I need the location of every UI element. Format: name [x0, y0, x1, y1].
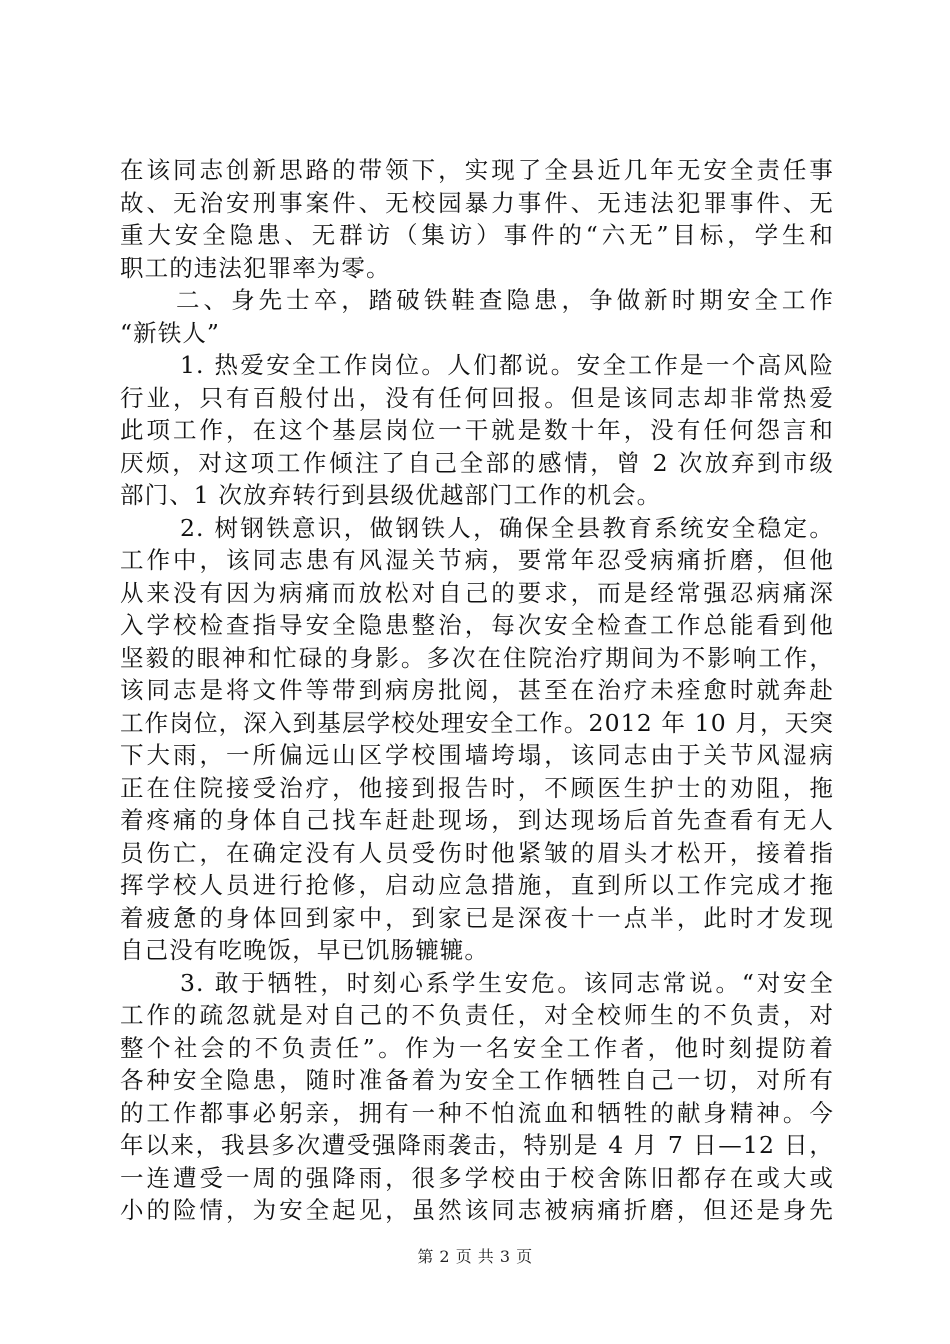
- text-line: 着疲惫的身体回到家中，到家已是深夜十一点半，此时才发现: [120, 903, 834, 932]
- document-body: [120, 154, 834, 1227]
- text-line: 挥学校人员进行抢修，启动应急措施，直到所以工作完成才拖: [120, 871, 834, 899]
- text-line: 部门、1 次放弃转行到县级优越部门工作的机会。: [120, 481, 662, 509]
- text-line: 工作岗位，深入到基层学校处理安全工作。2012 年 10 月，天突: [120, 708, 834, 737]
- text-line: 重大安全隐患、无群访（集访）事件的“六无”目标，学生和: [120, 221, 834, 249]
- section-heading: 二、身先士卒，踏破铁鞋查隐患，争做新时期安全工作: [176, 286, 834, 314]
- text-line: 该同志是将文件等带到病房批阅，甚至在治疗未痊愈时就奔赴: [120, 676, 834, 704]
- text-line: 年以来，我县多次遭受强降雨袭击，特别是 4 月 7 日—12 日，: [120, 1131, 834, 1159]
- text-line: 整个社会的不负责任”。作为一名安全工作者，他时刻提防着: [120, 1033, 834, 1062]
- text-line: 坚毅的眼神和忙碌的身影。多次在住院治疗期间为不影响工作，: [120, 643, 834, 672]
- text-line: 正在住院接受治疗，他接到报告时，不顾医生护士的劝阻，拖: [120, 773, 834, 802]
- text-line: 的工作都事必躬亲，拥有一种不怕流血和牺牲的献身精神。今: [120, 1098, 834, 1127]
- paragraph-item-2-start: 2. 树钢铁意识，做钢铁人，确保全县教育系统安全稳定。: [180, 513, 834, 542]
- paragraph-item-1-start: 1. 热爱安全工作岗位。人们都说。安全工作是一个高风险: [180, 351, 834, 379]
- text-line: 自己没有吃晚饭，早已饥肠辘辘。: [120, 936, 489, 964]
- text-line: 入学校检查指导安全隐患整治，每次安全检查工作总能看到他: [120, 611, 834, 639]
- text-line: 工作中，该同志患有风湿关节病，要常年忍受病痛折磨，但他: [120, 546, 834, 574]
- text-line: 故、无治安刑事案件、无校园暴力事件、无违法犯罪事件、无: [120, 188, 834, 217]
- page-number-footer: 第 2 页 共 3 页: [417, 1247, 533, 1266]
- text-line: 此项工作，在这个基层岗位一干就是数十年，没有任何怨言和: [120, 416, 834, 444]
- text-line: 工作的疏忽就是对自己的不负责任，对全校师生的不负责，对: [120, 1001, 834, 1029]
- text-line: 从来没有因为病痛而放松对自己的要求，而是经常强忍病痛深: [120, 578, 834, 607]
- text-line: 一连遭受一周的强降雨，很多学校由于校舍陈旧都存在或大或: [120, 1163, 834, 1192]
- section-heading-continued: “新铁人”: [120, 318, 221, 347]
- text-line: 在该同志创新思路的带领下，实现了全县近几年无安全责任事: [120, 156, 834, 184]
- text-line: 小的险情，为安全起见，虽然该同志被病痛折磨，但还是身先: [120, 1196, 834, 1224]
- text-line: 员伤亡，在确定没有人员受伤时他紧皱的眉头才松开，接着指: [120, 838, 834, 867]
- text-line: 厌烦，对这项工作倾注了自己全部的感情，曾 2 次放弃到市级: [120, 448, 834, 477]
- text-line: 各种安全隐患，随时准备着为安全工作牺牲自己一切，对所有: [120, 1066, 834, 1094]
- text-line: 行业，只有百般付出，没有任何回报。但是该同志却非常热爱: [120, 383, 834, 412]
- paragraph-item-3-start: 3. 敢于牺牲，时刻心系学生安危。该同志常说。“对安全: [180, 968, 834, 997]
- text-line: 职工的违法犯罪率为零。: [120, 253, 391, 282]
- text-line: 下大雨，一所偏远山区学校围墙垮塌，该同志由于关节风湿病: [120, 741, 834, 769]
- text-line: 着疼痛的身体自己找车赶赴现场，到达现场后首先查看有无人: [120, 806, 834, 834]
